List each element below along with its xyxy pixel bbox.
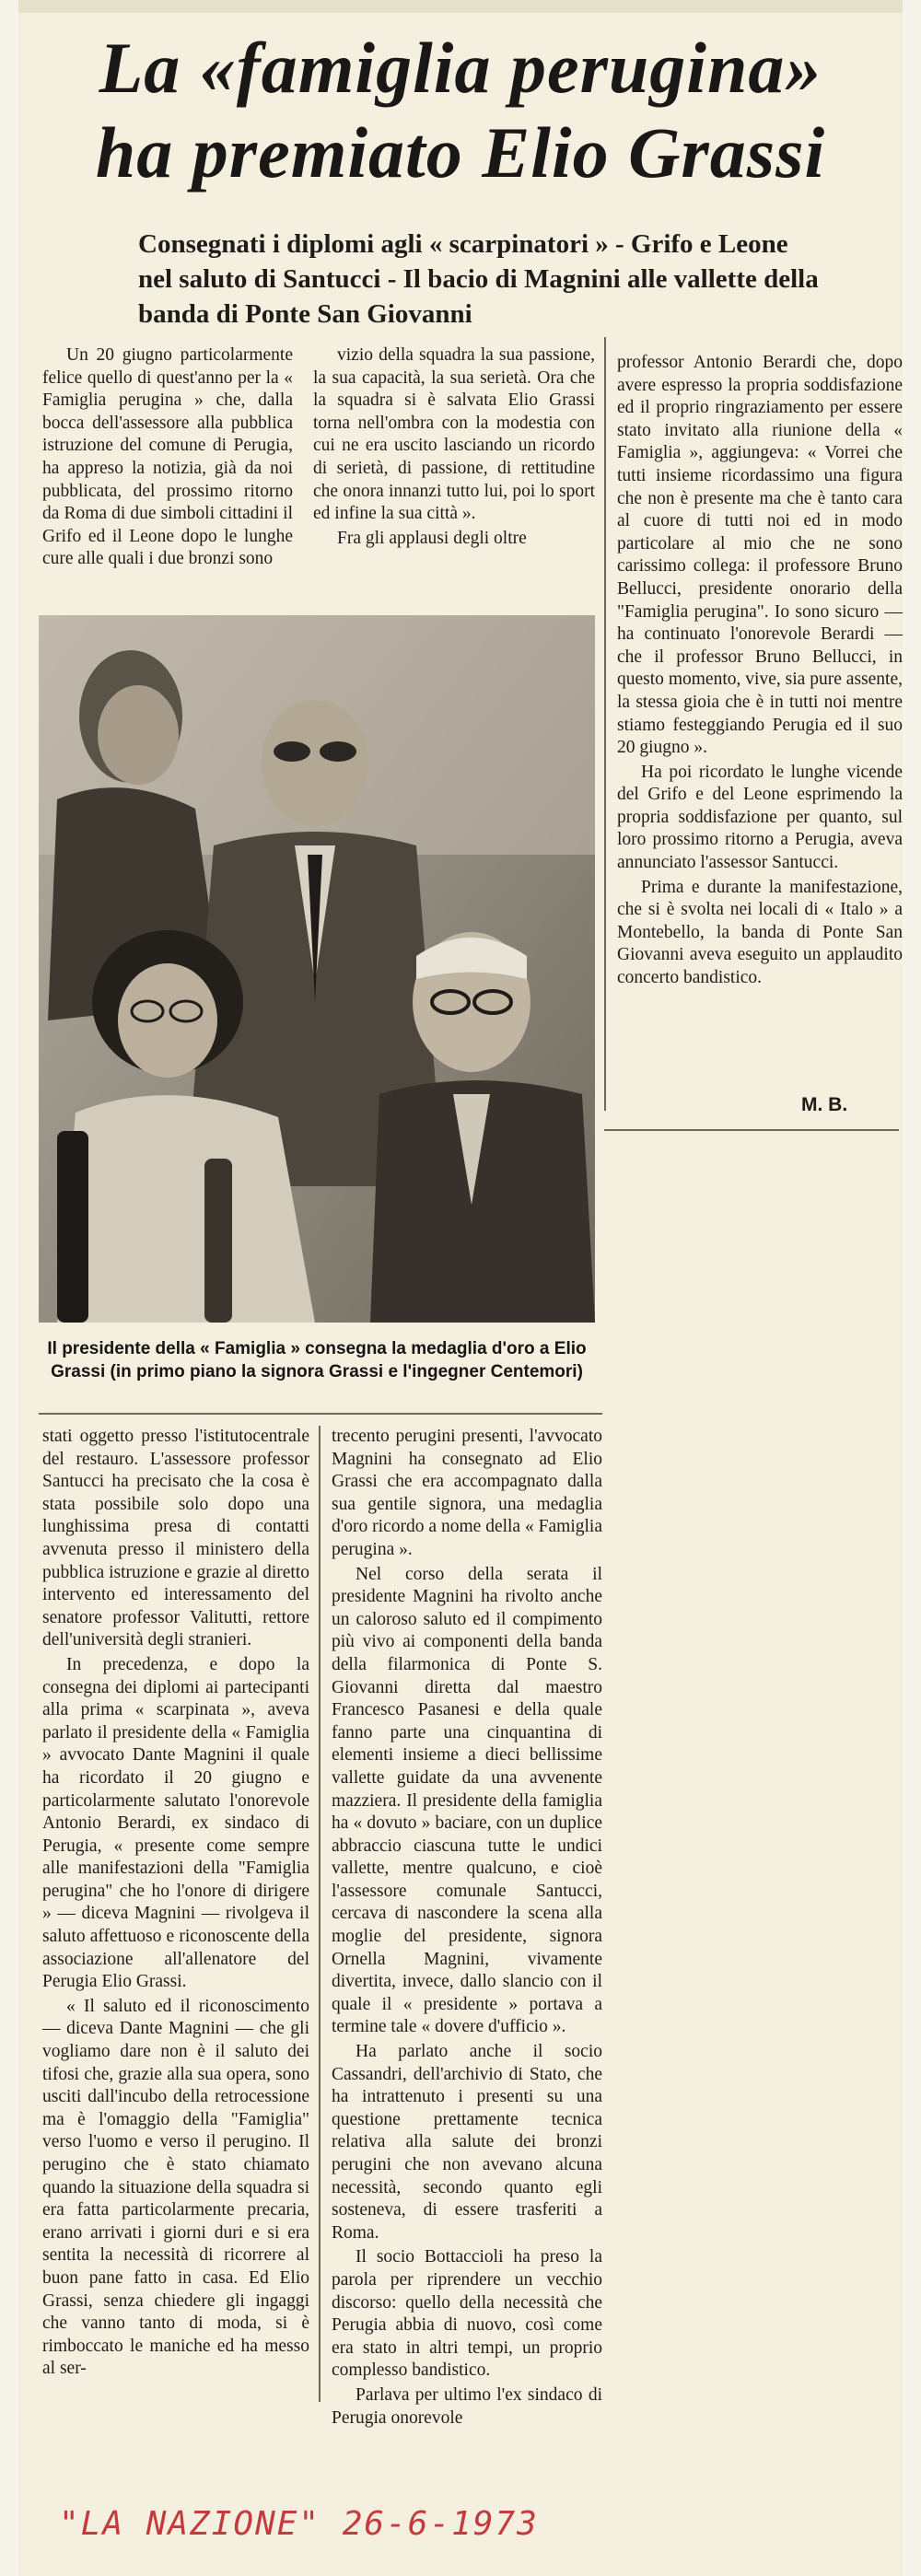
headline-line-1: La «famiglia perugina» [99,28,822,108]
paragraph: Un 20 giugno particolarmente felice quello di quest'anno per la « Famiglia perugina » che, dalla bocca dell'assessore alla pubblica istruzione del comune di Perugia, ha appreso la notizia, già da noi pubblicata, del prossimo ritorno da Roma di due simboli cittadini il Grifo ed il Leone dopo le lunghe cure alle quali i due bronzi sono [42,345,293,569]
torn-top-edge [18,0,903,13]
paragraph: « Il saluto ed il riconoscimento — diceva Dante Magnini — che gli vogliamo dare non è il saluto dei tifosi che, grazie alla sua opera, sono usciti dall'incubo della retrocessione ma è l'omaggio della "Famiglia" verso l'uomo e verso il perugino. Il perugino che è stato chiamato quando la situazione della squadra si era fatta particolarmente precaria, erano arrivati i giorni duri e si era sentita la necessità di ricorrere al buon pane fatto in casa. Ed Elio Grassi, senza chiedere gli ingaggi che vanno tanto di moda, si è rimboccato le maniche ed ha messo al ser- [42,1996,309,2379]
paragraph: Parlava per ultimo l'ex sindaco di Perugia onorevole [332,2384,602,2428]
headline-line-2: ha premiato Elio Grassi [95,112,826,192]
headline [28,26,893,195]
author-signature: M. B. [801,1094,848,1115]
paragraph: Ha poi ricordato le lunghe vicende del Grifo e del Leone esprimendo la propria soddisfazione per quanto, sul loro prossimo ritorno a Perugia, aveva annunciato l'assessor Santucci. [617,762,903,873]
caption-rule [39,1413,602,1415]
column-top-1 [42,344,293,571]
photo-caption: Il presidente della « Famiglia » consegna la medaglia d'oro a Elio Grassi (in primo piano la signora Grassi e l'ingegner Centemori) [47,1339,587,1381]
column-top-3 [617,352,903,990]
paragraph: stati oggetto presso l'istitutocentrale del restauro. L'assessore professor Santucci ha precisato che la cosa è stata possibile solo dopo una lunghissima presa di contatti avvenuta presso il ministero della pubblica istruzione e grazie al diretto intervento ed interessamento del senatore professor Valitutti, rettore dell'università degli stranieri. [42,1427,309,1650]
paragraph: Fra gli applausi degli oltre [337,528,527,548]
paragraph: vizio della squadra la sua passione, la sua capacità, la sua serietà. Ora che la squadra si è salvata Elio Grassi torna nell'ombra con la modestia con cui ne era uscito lasciando un ricordo di serietà, di passione, di rettitudine che onora innanzi tutto lui, poi lo sport ed infine la sua città ». [313,345,595,524]
source-date-stamp: "LA NAZIONE" 26-6-1973 [59,2505,539,2543]
paragraph: Ha parlato anche il socio Cassandri, dell'archivio di Stato, che ha intrattenuto i presenti su una questione prettamente tecnica relativa alla salute dei bronzi perugini che non avevano alcuna necessità, secondo quanto egli sosteneva, di essere trasferiti a Roma. [332,2042,602,2243]
column-bottom-1 [42,1426,309,2381]
paragraph: trecento perugini presenti, l'avvocato Magnini ha consegnato ad Elio Grassi che era accompagnato dalla sua gentile signora, una medaglia d'oro ricordo a nome della « Famiglia perugina ». [332,1427,602,1559]
column-top-2 [313,344,595,550]
paragraph: Prima e durante la manifestazione, che si è svolta nei locali di « Italo » a Montebello, la banda di Ponte San Giovanni aveva eseguito un applaudito concerto bandistico. [617,877,903,988]
paragraph: Il socio Bottaccioli ha preso la parola per riprendere un vecchio discorso: quello della necessità che Perugia abbia di nuovo, così come era stato in altri tempi, un proprio complesso bandistico. [332,2247,602,2381]
photo-illustration [39,615,595,1323]
column-rule [604,337,606,1111]
column-rule [319,1426,321,2402]
paragraph: professor Antonio Berardi che, dopo avere espresso la propria soddisfazione ed il proprio ringraziamento per essere stato invitato alla riunione della « Famiglia », aggiungeva: « Vorrei che tutti insieme ricordassimo una figura che non è presente ma che è tanto cara al cuore di tutti noi ed in modo particolare al mio che ne sono carissimo collega: il professore Bruno Bellucci, presidente onorario della "Famiglia perugina". Io sono sicuro — ha continuato l'onorevole Berardi — che il professor Bruno Bellucci, in questo momento, vive, sia pure assente, la stessa gioia che è in tutti noi mentre stiamo festeggiando Perugia ed il suo 20 giugno ». [617,353,903,758]
paragraph: Nel corso della serata il presidente Magnini ha rivolto anche un caloroso saluto ed il compimento più vivo ai componenti della banda della filarmonica di Ponte S. Giovanni diretta dal maestro Francesco Pasanesi e della quale fanno parte una cinquantina di elementi insieme a dieci bellissime vallette guidate da una avvenente mazziera. Il presidente della famiglia ha « dovuto » baciare, con un duplice abbraccio ciascuna tutte le undici vallette, mentre qualcuno, e cioè l'assessore comunale Santucci, cercava di nascondere la scena alla moglie del presidente, signora Ornella Magnini, vivamente divertita, invece, dallo slancio con il quale il « presidente » portava a termine tale « dovere d'ufficio ». [332,1564,602,2037]
subheadline: Consegnati i diplomi agli « scarpinatori » - Grifo e Leone nel saluto di Santucci - Il bacio di Magnini alle vallette della banda di Ponte San Giovanni [138,229,819,329]
paragraph: In precedenza, e dopo la consegna dei diplomi ai partecipanti alla prima « scarpinata », aveva parlato il presidente della « Famiglia » avvocato Dante Magnini il quale ha ricordato il 20 giugno e particolarmente salutato l'onorevole Antonio Berardi, ex sindaco di Perugia, « presente come sempre alle manifestazioni della "Famiglia perugina" che ho l'onore di dirigere » — diceva Magnini — rivolgeva il saluto affettuoso e riconoscente della associazione all'allenatore del Perugia Elio Grassi. [42,1654,309,1992]
news-photo [39,615,595,1323]
column-end-rule [604,1129,899,1131]
column-bottom-2 [332,1426,602,2430]
